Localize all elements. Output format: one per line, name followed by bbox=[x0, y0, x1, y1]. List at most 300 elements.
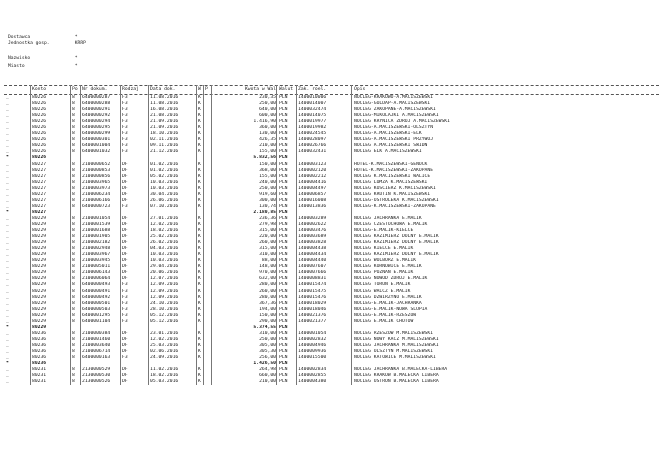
cell-kwota: 640,00 bbox=[259, 107, 276, 113]
cell-po: 8 bbox=[72, 373, 75, 379]
cell-rodzaj: F3 bbox=[122, 282, 128, 288]
cell-konto: 80236 bbox=[32, 330, 47, 336]
cell-tick: _ bbox=[6, 264, 9, 270]
cell-konto: 80229 bbox=[32, 240, 47, 246]
cell-opis: HOTEL-K.MACISZEWSKI-GENOCK bbox=[354, 161, 428, 167]
cell-po: 8 bbox=[72, 95, 75, 100]
cell-opis: NOCLEG-A.MACISZEWSKI-OLSZTYN bbox=[354, 125, 434, 131]
cell-data: 10.03.2016 bbox=[150, 185, 179, 191]
cell-w: K bbox=[198, 246, 201, 252]
cell-waluta: PLN bbox=[279, 215, 288, 221]
cell-zak: 1400003289 bbox=[298, 215, 327, 221]
cell-zak: 1400002855 bbox=[298, 373, 327, 379]
cell-konto: 80236 bbox=[32, 336, 47, 342]
cell-tick: _ bbox=[6, 367, 9, 373]
cell-tick: _ bbox=[6, 258, 9, 264]
cell-data: 12.09.2016 bbox=[150, 282, 179, 288]
cell-konto: 80227 bbox=[32, 185, 47, 191]
cell-nr: 2100000853 bbox=[82, 167, 111, 173]
cell-kwota: 5.832,56 bbox=[253, 155, 276, 161]
cell-rodzaj: F3 bbox=[122, 355, 128, 361]
cell-waluta: PLN bbox=[279, 125, 288, 131]
cell-po: 8 bbox=[72, 167, 75, 173]
cell-rodzaj: DF bbox=[122, 264, 128, 270]
cell-data: 29.04.2016 bbox=[150, 264, 179, 270]
cell-waluta: PLN bbox=[279, 240, 288, 246]
cell-rodzaj: F3 bbox=[122, 288, 128, 294]
col-po: Po bbox=[72, 87, 78, 92]
cell-nr: 2100001460 bbox=[82, 336, 111, 342]
nazwisko-label: Nazwisko bbox=[8, 56, 31, 61]
cell-rodzaj: F3 bbox=[122, 143, 128, 149]
cell-po: 8 bbox=[72, 379, 75, 385]
cell-opis: NOCLEG LOMZA K.MACISZEWSKI bbox=[354, 179, 428, 185]
cell-po: 8 bbox=[72, 179, 75, 185]
cell-zak: 1400002120 bbox=[298, 167, 327, 173]
cell-kwota: 210,00 bbox=[259, 379, 276, 385]
cell-tick: _ bbox=[6, 179, 9, 185]
cell-data: 26.06.2016 bbox=[150, 197, 179, 203]
cell-tick: _ bbox=[6, 167, 9, 173]
cell-zak: 1400021376 bbox=[298, 312, 327, 318]
cell-opis: NOCLEG RZESZOW M.MALISZEWSKI bbox=[354, 330, 434, 336]
cell-tick: _ bbox=[6, 95, 9, 100]
cell-waluta: PLN bbox=[279, 185, 288, 191]
cell-kwota: 194,00 bbox=[259, 306, 276, 312]
cell-data: 21.08.2016 bbox=[150, 113, 179, 119]
cell-konto: 80227 bbox=[32, 209, 47, 215]
cell-rodzaj: F3 bbox=[122, 137, 128, 143]
cell-nr: 6400000288 bbox=[82, 101, 111, 107]
cell-nr: 6400000163 bbox=[82, 355, 111, 361]
cell-data: 05.03.2016 bbox=[150, 379, 179, 385]
cell-zak: 1400007666 bbox=[298, 270, 327, 276]
header-miasto bbox=[8, 64, 78, 69]
cell-waluta: PLN bbox=[279, 258, 288, 264]
cell-data: 01.02.2016 bbox=[150, 161, 179, 167]
cell-konto: 80229 bbox=[32, 246, 47, 252]
cell-nr: 2130000529 bbox=[82, 367, 111, 373]
column-divider bbox=[148, 85, 149, 385]
cell-kwota: 1.416,90 bbox=[253, 119, 276, 125]
cell-po: 8 bbox=[72, 330, 75, 336]
cell-nr: 2100001905 bbox=[82, 234, 111, 240]
cell-opis: NOCLEG WOLBORZ E.MALIK bbox=[354, 258, 417, 264]
cell-konto: 80231 bbox=[32, 379, 47, 385]
cell-w: K bbox=[198, 119, 201, 125]
col-p: P bbox=[205, 87, 208, 92]
cell-rodzaj: DF bbox=[122, 179, 128, 185]
cell-po: 8 bbox=[72, 221, 75, 227]
cell-po: 8 bbox=[72, 264, 75, 270]
cell-kwota: 150,00 bbox=[259, 312, 276, 318]
cell-tick: _ bbox=[6, 276, 9, 282]
cell-kwota: 88,00 bbox=[261, 258, 276, 264]
cell-kwota: 130,74 bbox=[259, 203, 276, 209]
cell-opis: NOCLEG CZESTOCHOWA E.MALIK bbox=[354, 221, 428, 227]
cell-data: 21.12.2016 bbox=[150, 149, 179, 155]
cell-zak: 1400004380 bbox=[298, 379, 327, 385]
cell-zak: 1400010006 bbox=[298, 95, 327, 100]
miasto-value: * bbox=[74, 64, 78, 69]
cell-data: 11.08.2016 bbox=[150, 101, 179, 107]
cell-kwota: 632,00 bbox=[259, 276, 276, 282]
cell-nr: 6400000299 bbox=[82, 131, 111, 137]
cell-konto: 80227 bbox=[32, 191, 47, 197]
cell-po: 8 bbox=[72, 294, 75, 300]
cell-w: K bbox=[198, 191, 201, 197]
cell-opis: NOCLEG KIELCE E.MALIK bbox=[354, 246, 414, 252]
cell-po: 8 bbox=[72, 246, 75, 252]
cell-w: K bbox=[198, 179, 201, 185]
cell-konto: 80236 bbox=[32, 348, 47, 354]
cell-konto: 80236 bbox=[32, 361, 47, 367]
cell-data: 24.10.2016 bbox=[150, 300, 179, 306]
cell-po: 8 bbox=[72, 191, 75, 197]
cell-w: K bbox=[198, 330, 201, 336]
cell-w: K bbox=[198, 300, 201, 306]
cell-w: K bbox=[198, 161, 201, 167]
column-divider bbox=[80, 85, 81, 385]
cell-kwota: 660,00 bbox=[259, 373, 276, 379]
cell-w: K bbox=[198, 312, 201, 318]
column-divider bbox=[30, 85, 31, 385]
cell-w: K bbox=[198, 137, 201, 143]
cell-w: K bbox=[198, 234, 201, 240]
cell-rodzaj: DF bbox=[122, 276, 128, 282]
cell-po: 8 bbox=[72, 367, 75, 373]
cell-zak: 1400032431 bbox=[298, 149, 327, 155]
cell-w: K bbox=[198, 318, 201, 324]
cell-opis: NOCLEG KORNOWICE E.MALIK bbox=[354, 264, 422, 270]
cell-data: 24.09.2016 bbox=[150, 355, 179, 361]
cell-w: K bbox=[198, 240, 201, 246]
cell-zak: 1400004440 bbox=[298, 258, 327, 264]
cell-waluta: PLN bbox=[279, 270, 288, 276]
cell-po: 8 bbox=[72, 312, 75, 318]
cell-kwota: 600,00 bbox=[259, 113, 276, 119]
cell-kwota: 236,36 bbox=[259, 215, 276, 221]
cell-nr: 2100003945 bbox=[82, 258, 111, 264]
cell-tick: _ bbox=[6, 252, 9, 258]
cell-zak: 1400008831 bbox=[298, 276, 327, 282]
cell-data: 25.02.2016 bbox=[150, 234, 179, 240]
cell-opis: NOCLEG-E.MALIK-KIELCE bbox=[354, 228, 414, 234]
cell-po: 8 bbox=[72, 185, 75, 191]
jednostka-label: Jednostka gosp. bbox=[8, 41, 50, 46]
cell-nr: 2100005011 bbox=[82, 264, 111, 270]
cell-data: 10.03.2016 bbox=[150, 252, 179, 258]
cell-opis: NOCLEG NOWY KACZ M.MALISZEWSKI bbox=[354, 336, 439, 342]
cell-kwota: 155,00 bbox=[259, 149, 276, 155]
cell-konto: 80229 bbox=[32, 215, 47, 221]
cell-opis: NOCLEG A.MACISZEWSKI SWIDN bbox=[354, 143, 428, 149]
cell-data: 11.08.2016 bbox=[150, 95, 179, 100]
cell-zak: 1400032474 bbox=[298, 107, 327, 113]
cell-rodzaj: F3 bbox=[122, 312, 128, 318]
cell-zak: 1400003828 bbox=[298, 240, 327, 246]
cell-rodzaj: DF bbox=[122, 161, 128, 167]
cell-nr: 2130000530 bbox=[82, 373, 111, 379]
cell-waluta: PLN bbox=[279, 191, 288, 197]
cell-waluta: PLN bbox=[279, 179, 288, 185]
cell-w: K bbox=[198, 143, 201, 149]
cell-po: 8 bbox=[72, 270, 75, 276]
cell-nr: 2100006064 bbox=[82, 276, 111, 282]
cell-tick: _ bbox=[6, 288, 9, 294]
cell-zak: 1400016008 bbox=[298, 197, 327, 203]
cell-rodzaj: DF bbox=[122, 342, 128, 348]
cell-waluta: PLN bbox=[279, 149, 288, 155]
cell-po: 8 bbox=[72, 282, 75, 288]
header-jednostka bbox=[8, 41, 86, 46]
cell-data: 18.10.2016 bbox=[150, 131, 179, 137]
cell-waluta: PLN bbox=[279, 234, 288, 240]
cell-kwota: 280,00 bbox=[259, 294, 276, 300]
cell-kwota: 310,00 bbox=[259, 252, 276, 258]
cell-w: K bbox=[198, 95, 201, 100]
cell-zak: 1400002622 bbox=[298, 221, 327, 227]
cell-w: K bbox=[198, 215, 201, 221]
cell-data: 18.02.2016 bbox=[150, 228, 179, 234]
cell-waluta: PLN bbox=[279, 113, 288, 119]
cell-zak: 1400006857 bbox=[298, 191, 327, 197]
cell-opis: NOCLEG-KRAKOWO-A.MACISZEWSKI bbox=[354, 95, 434, 100]
cell-nr: 6400000287 bbox=[82, 95, 111, 100]
cell-w: K bbox=[198, 288, 201, 294]
cell-kwota: 250,00 bbox=[259, 101, 276, 107]
cell-kwota: 290,00 bbox=[259, 318, 276, 324]
cell-opis: NOCLEG KAZIMIERZ DOLNY E.MALIK bbox=[354, 252, 439, 258]
cell-opis: NOCLEG KAZIMIERZ DOLNY E.MALIK bbox=[354, 240, 439, 246]
cell-konto: 80229 bbox=[32, 264, 47, 270]
cell-zak: 1400019977 bbox=[298, 119, 327, 125]
cell-opis: NOCLEG POZNAN E.MALIK bbox=[354, 270, 414, 276]
cell-tick: _ bbox=[6, 215, 9, 221]
cell-kwota: 250,00 bbox=[259, 336, 276, 342]
col-nr: Nr dokum. bbox=[82, 87, 108, 92]
cell-kwota: 2.180,85 bbox=[253, 209, 276, 215]
cell-opis: NOCLEG TORUN E.MALIK bbox=[354, 282, 411, 288]
cell-konto: 80229 bbox=[32, 324, 47, 330]
cell-waluta: PLN bbox=[279, 137, 288, 143]
cell-konto: 80229 bbox=[32, 252, 47, 258]
cell-tick: _ bbox=[6, 306, 9, 312]
cell-konto: 80227 bbox=[32, 173, 47, 179]
cell-kwota: 919,60 bbox=[259, 191, 276, 197]
cell-rodzaj: DF bbox=[122, 252, 128, 258]
cell-data: 11.02.2016 bbox=[150, 367, 179, 373]
cell-zak: 1400026766 bbox=[298, 143, 327, 149]
cell-data: 02.06.2016 bbox=[150, 348, 179, 354]
col-opis: Opis bbox=[354, 87, 366, 92]
cell-waluta: PLN bbox=[279, 119, 288, 125]
column-divider bbox=[211, 85, 212, 385]
cell-opis: NOCLEG-GOLDAP-A.MACISZEWSKI bbox=[354, 101, 431, 107]
cell-nr: 6400000491 bbox=[82, 288, 111, 294]
cell-konto: 80229 bbox=[32, 288, 47, 294]
cell-po: 8 bbox=[72, 342, 75, 348]
cell-data: 12.09.2016 bbox=[150, 288, 179, 294]
cell-opis: NOCLEG KOSCIERZ K.MACISZEWSKI bbox=[354, 185, 436, 191]
cell-data: 12.09.2016 bbox=[150, 294, 179, 300]
cell-kwota: 426,35 bbox=[259, 137, 276, 143]
cell-w: K bbox=[198, 131, 201, 137]
cell-zak: 1400001054 bbox=[298, 330, 327, 336]
cell-po: 8 bbox=[72, 258, 75, 264]
cell-tick: * bbox=[6, 361, 9, 367]
cell-w: K bbox=[198, 342, 201, 348]
cell-tick: _ bbox=[6, 228, 9, 234]
cell-data: 09.11.2016 bbox=[150, 143, 179, 149]
cell-tick: _ bbox=[6, 161, 9, 167]
cell-w: K bbox=[198, 101, 201, 107]
cell-rodzaj: F3 bbox=[122, 95, 128, 100]
cell-rodzaj: DF bbox=[122, 197, 128, 203]
cell-nr: 2100006143 bbox=[82, 270, 111, 276]
cell-w: K bbox=[198, 355, 201, 361]
cell-opis: HOTEL-K.MACISZEWSKI-ZAKOPANE bbox=[354, 167, 434, 173]
cell-nr: 6400001032 bbox=[82, 149, 111, 155]
table-row bbox=[4, 379, 659, 385]
cell-rodzaj: DF bbox=[122, 191, 128, 197]
cell-waluta: PLN bbox=[279, 167, 288, 173]
cell-zak: 1400004946 bbox=[298, 342, 327, 348]
cell-waluta: PLN bbox=[279, 252, 288, 258]
cell-nr: 6400000301 bbox=[82, 137, 111, 143]
cell-opis: NOCLEG DZWIRZYNO E.MALIK bbox=[354, 294, 422, 300]
cell-zak: 1400015475 bbox=[298, 288, 327, 294]
column-divider bbox=[196, 85, 197, 385]
cell-opis: NOCLEG ZAKOPANE-A.MACISZEWSKI bbox=[354, 107, 436, 113]
cell-po: 8 bbox=[72, 173, 75, 179]
cell-tick: _ bbox=[6, 294, 9, 300]
cell-konto: 80229 bbox=[32, 318, 47, 324]
cell-tick: _ bbox=[6, 282, 9, 288]
cell-nr: 2100003640 bbox=[82, 342, 111, 348]
cell-tick: _ bbox=[6, 197, 9, 203]
cell-waluta: PLN bbox=[279, 173, 288, 179]
cell-data: 04.03.2016 bbox=[150, 246, 179, 252]
cell-konto: 80227 bbox=[32, 203, 47, 209]
cell-konto: 80231 bbox=[32, 373, 47, 379]
cell-w: K bbox=[198, 282, 201, 288]
column-divider bbox=[120, 85, 121, 385]
cell-konto: 80229 bbox=[32, 300, 47, 306]
cell-waluta: PLN bbox=[279, 342, 288, 348]
cell-waluta: PLN bbox=[279, 306, 288, 312]
col-data: Data dok. bbox=[150, 87, 176, 92]
cell-rodzaj: DF bbox=[122, 330, 128, 336]
cell-opis: NOCLEG ELK A.MACISZEWSKI bbox=[354, 149, 422, 155]
cell-opis: NOCLEG E.MALIK CHOTOW bbox=[354, 318, 414, 324]
cell-data: 16.08.2016 bbox=[150, 107, 179, 113]
cell-konto: 80229 bbox=[32, 258, 47, 264]
cell-zak: 1400003689 bbox=[298, 234, 327, 240]
cell-data: 20.06.2016 bbox=[150, 270, 179, 276]
cell-kwota: 260,00 bbox=[259, 240, 276, 246]
col-waluta: Walut bbox=[279, 87, 294, 92]
cell-konto: 80229 bbox=[32, 282, 47, 288]
cell-waluta: PLN bbox=[279, 264, 288, 270]
cell-zak: 1400007607 bbox=[298, 264, 327, 270]
cell-nr: 2100003965 bbox=[82, 179, 111, 185]
cell-kwota: 150,00 bbox=[259, 161, 276, 167]
cell-kwota: 970,00 bbox=[259, 270, 276, 276]
cell-rodzaj: F3 bbox=[122, 149, 128, 155]
cell-waluta: PLN bbox=[279, 221, 288, 227]
cell-tick: _ bbox=[6, 373, 9, 379]
cell-tick: _ bbox=[6, 137, 9, 143]
cell-konto: 80229 bbox=[32, 228, 47, 234]
col-zak: Zak. roel. bbox=[298, 87, 327, 92]
cell-konto: 80227 bbox=[32, 197, 47, 203]
cell-w: K bbox=[198, 336, 201, 342]
cell-nr: 6400000292 bbox=[82, 113, 111, 119]
cell-rodzaj: DF bbox=[122, 240, 128, 246]
cell-tick: _ bbox=[6, 342, 9, 348]
cell-rodzaj: DF bbox=[122, 270, 128, 276]
cell-konto: 80229 bbox=[32, 276, 47, 282]
cell-nr: 6400000294 bbox=[82, 119, 111, 125]
cell-w: K bbox=[198, 228, 201, 234]
cell-rodzaj: DF bbox=[122, 373, 128, 379]
cell-opis: NOCLEG K.MACISZEWSKI WALICE bbox=[354, 173, 431, 179]
dostawca-value: * bbox=[74, 35, 78, 40]
cell-tick: _ bbox=[6, 270, 9, 276]
cell-w: K bbox=[198, 197, 201, 203]
cell-data: 01.02.2016 bbox=[150, 167, 179, 173]
cell-kwota: 155,00 bbox=[259, 173, 276, 179]
cell-w: K bbox=[198, 264, 201, 270]
cell-w: K bbox=[198, 107, 201, 113]
cell-rodzaj: DF bbox=[122, 228, 128, 234]
cell-konto: 80226 bbox=[32, 131, 47, 137]
cell-waluta: PLN bbox=[279, 300, 288, 306]
cell-data: 30.04.2016 bbox=[150, 191, 179, 197]
cell-zak: 1400013836 bbox=[298, 203, 327, 209]
cell-po: 8 bbox=[72, 300, 75, 306]
cell-data: 25.03.2016 bbox=[150, 342, 179, 348]
cell-konto: 80229 bbox=[32, 294, 47, 300]
cell-w: K bbox=[198, 125, 201, 131]
cell-kwota: 368,00 bbox=[259, 167, 276, 173]
cell-data: 02.11.2016 bbox=[150, 137, 179, 143]
cell-kwota: 240,00 bbox=[259, 179, 276, 185]
cell-po: 8 bbox=[72, 161, 75, 167]
cell-waluta: PLN bbox=[279, 246, 288, 252]
cell-rodzaj: DF bbox=[122, 367, 128, 373]
cell-konto: 80236 bbox=[32, 342, 47, 348]
cell-konto: 80226 bbox=[32, 125, 47, 131]
cell-nr: 6400001295 bbox=[82, 312, 111, 318]
cell-nr: 2100006234 bbox=[82, 191, 111, 197]
cell-waluta: PLN bbox=[279, 161, 288, 167]
cell-nr: 6400000501 bbox=[82, 300, 111, 306]
cell-w: K bbox=[198, 294, 201, 300]
cell-waluta: PLN bbox=[279, 324, 288, 330]
cell-nr: 2100001688 bbox=[82, 228, 111, 234]
cell-data: 05.12.2016 bbox=[150, 318, 179, 324]
cell-opis: NOCLEG KATOWICE M.MALISZEWSKI bbox=[354, 355, 436, 361]
cell-zak: 1400009936 bbox=[298, 348, 327, 354]
cell-tick: _ bbox=[6, 173, 9, 179]
cell-waluta: PLN bbox=[279, 318, 288, 324]
cell-tick: _ bbox=[6, 143, 9, 149]
cell-waluta: PLN bbox=[279, 203, 288, 209]
cell-po: 8 bbox=[72, 355, 75, 361]
cell-kwota: 315,00 bbox=[259, 246, 276, 252]
